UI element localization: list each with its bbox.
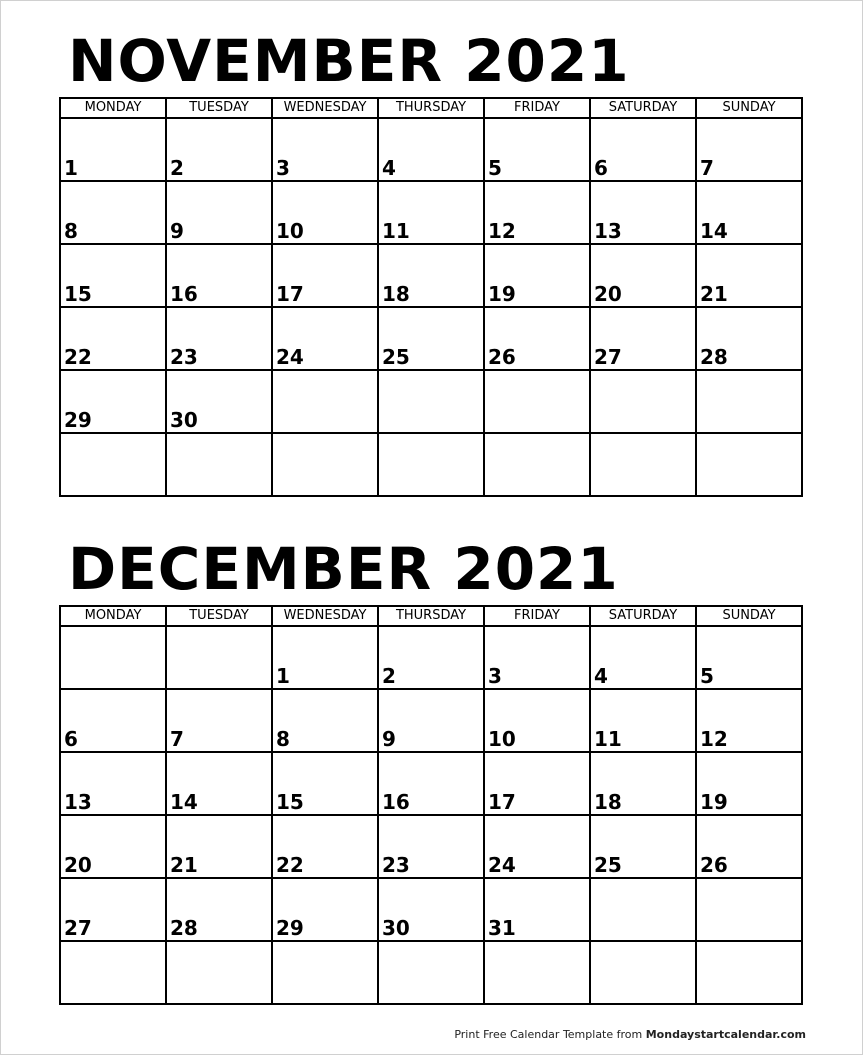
day-number: 6 <box>64 727 78 751</box>
day-number: 27 <box>64 916 92 940</box>
day-number: 25 <box>382 345 410 369</box>
day-number: 29 <box>276 916 304 940</box>
weekday-header: WEDNESDAY <box>272 606 378 626</box>
day-number: 2 <box>170 156 184 180</box>
day-number: 18 <box>594 790 622 814</box>
day-number: 14 <box>170 790 198 814</box>
day-cell <box>696 307 802 370</box>
day-cell <box>60 181 166 244</box>
day-number <box>591 410 695 432</box>
day-number: 12 <box>700 727 728 751</box>
day-number: 21 <box>170 853 198 877</box>
day-number: 5 <box>488 156 502 180</box>
day-number <box>273 410 377 432</box>
week-row <box>60 307 802 370</box>
day-number <box>167 981 271 1003</box>
day-cell <box>378 752 484 815</box>
day-cell <box>378 815 484 878</box>
day-cell <box>484 181 590 244</box>
day-number: 24 <box>488 853 516 877</box>
day-cell <box>272 689 378 752</box>
day-cell <box>272 626 378 689</box>
day-cell <box>166 689 272 752</box>
day-number <box>167 473 271 495</box>
day-cell <box>484 815 590 878</box>
day-number: 23 <box>382 853 410 877</box>
day-cell <box>166 752 272 815</box>
day-cell <box>60 689 166 752</box>
day-number <box>379 981 483 1003</box>
day-cell <box>166 433 272 496</box>
day-number: 20 <box>64 853 92 877</box>
footer-credit <box>454 1028 806 1041</box>
day-number <box>697 410 801 432</box>
day-number: 29 <box>64 408 92 432</box>
weekday-header: THURSDAY <box>378 98 484 118</box>
day-cell <box>484 626 590 689</box>
day-cell <box>60 626 166 689</box>
day-number: 31 <box>488 916 516 940</box>
day-cell <box>166 244 272 307</box>
day-cell <box>696 815 802 878</box>
day-number: 2 <box>382 664 396 688</box>
day-cell <box>166 941 272 1004</box>
day-number: 18 <box>382 282 410 306</box>
day-cell <box>696 878 802 941</box>
weekday-header: THURSDAY <box>378 606 484 626</box>
week-row <box>60 181 802 244</box>
day-cell <box>484 118 590 181</box>
day-cell <box>378 941 484 1004</box>
day-cell <box>166 878 272 941</box>
week-row <box>60 244 802 307</box>
day-number: 7 <box>700 156 714 180</box>
day-number <box>485 410 589 432</box>
day-cell <box>60 244 166 307</box>
day-number <box>485 473 589 495</box>
day-number: 14 <box>700 219 728 243</box>
day-cell <box>378 433 484 496</box>
day-number: 16 <box>170 282 198 306</box>
day-number: 4 <box>382 156 396 180</box>
week-row <box>60 433 802 496</box>
day-number: 9 <box>382 727 396 751</box>
day-number: 20 <box>594 282 622 306</box>
day-cell <box>166 626 272 689</box>
day-number: 25 <box>594 853 622 877</box>
day-cell <box>590 433 696 496</box>
day-cell <box>590 181 696 244</box>
day-number: 1 <box>64 156 78 180</box>
day-cell <box>696 118 802 181</box>
day-number: 15 <box>64 282 92 306</box>
weekday-header: WEDNESDAY <box>272 98 378 118</box>
day-number: 24 <box>276 345 304 369</box>
weekday-header: TUESDAY <box>166 98 272 118</box>
day-cell <box>272 433 378 496</box>
day-cell <box>590 244 696 307</box>
week-row <box>60 752 802 815</box>
day-cell <box>272 752 378 815</box>
day-number <box>61 666 165 688</box>
week-row <box>60 689 802 752</box>
day-number <box>379 410 483 432</box>
weekday-header: SUNDAY <box>696 606 802 626</box>
day-number: 7 <box>170 727 184 751</box>
day-cell <box>166 181 272 244</box>
day-number <box>697 981 801 1003</box>
day-cell <box>484 878 590 941</box>
day-cell <box>696 941 802 1004</box>
day-number: 22 <box>64 345 92 369</box>
day-number <box>273 981 377 1003</box>
day-number <box>697 473 801 495</box>
week-row <box>60 941 802 1004</box>
day-number: 11 <box>594 727 622 751</box>
day-cell <box>60 752 166 815</box>
day-cell <box>696 433 802 496</box>
day-cell <box>60 370 166 433</box>
day-cell <box>590 941 696 1004</box>
week-row <box>60 815 802 878</box>
day-cell <box>484 689 590 752</box>
day-number: 26 <box>488 345 516 369</box>
day-number <box>61 981 165 1003</box>
day-cell <box>696 752 802 815</box>
day-cell <box>378 244 484 307</box>
weekday-header: FRIDAY <box>484 98 590 118</box>
day-cell <box>696 181 802 244</box>
day-cell <box>272 941 378 1004</box>
day-number: 8 <box>64 219 78 243</box>
day-number <box>379 473 483 495</box>
day-number: 10 <box>488 727 516 751</box>
day-cell <box>378 878 484 941</box>
day-number <box>273 473 377 495</box>
day-number: 13 <box>64 790 92 814</box>
day-number <box>485 981 589 1003</box>
weekday-header: MONDAY <box>60 606 166 626</box>
day-number <box>61 473 165 495</box>
day-number: 17 <box>488 790 516 814</box>
day-number <box>591 473 695 495</box>
weekday-header: SATURDAY <box>590 98 696 118</box>
day-number: 13 <box>594 219 622 243</box>
day-number: 1 <box>276 664 290 688</box>
day-cell <box>166 118 272 181</box>
day-cell <box>272 370 378 433</box>
day-cell <box>590 118 696 181</box>
day-number: 19 <box>700 790 728 814</box>
day-cell <box>696 626 802 689</box>
weekday-header: SUNDAY <box>696 98 802 118</box>
calendar-grid-december <box>59 605 803 1005</box>
week-row <box>60 626 802 689</box>
day-number: 11 <box>382 219 410 243</box>
weekday-header: SATURDAY <box>590 606 696 626</box>
day-number: 23 <box>170 345 198 369</box>
day-number: 27 <box>594 345 622 369</box>
day-number <box>591 981 695 1003</box>
day-number: 15 <box>276 790 304 814</box>
day-cell <box>272 307 378 370</box>
weekday-header: TUESDAY <box>166 606 272 626</box>
day-cell <box>696 244 802 307</box>
footer-text: Print Free Calendar Template from <box>454 1028 643 1041</box>
day-cell <box>484 752 590 815</box>
day-cell <box>378 307 484 370</box>
day-cell <box>484 370 590 433</box>
day-cell <box>60 118 166 181</box>
day-number: 16 <box>382 790 410 814</box>
day-cell <box>166 815 272 878</box>
weekday-header-row <box>60 606 802 626</box>
day-cell <box>590 370 696 433</box>
day-cell <box>60 307 166 370</box>
day-number: 17 <box>276 282 304 306</box>
day-cell <box>60 878 166 941</box>
day-cell <box>484 244 590 307</box>
day-number: 9 <box>170 219 184 243</box>
day-cell <box>60 941 166 1004</box>
day-cell <box>484 433 590 496</box>
week-row <box>60 878 802 941</box>
day-number: 5 <box>700 664 714 688</box>
day-cell <box>60 815 166 878</box>
day-cell <box>484 307 590 370</box>
day-cell <box>696 689 802 752</box>
week-row <box>60 118 802 181</box>
day-number: 30 <box>170 408 198 432</box>
day-cell <box>696 370 802 433</box>
day-number: 28 <box>700 345 728 369</box>
footer-site-link[interactable]: Mondaystartcalendar.com <box>645 1028 806 1041</box>
day-number: 28 <box>170 916 198 940</box>
calendar-grid-november <box>59 97 803 497</box>
day-number: 3 <box>488 664 502 688</box>
day-cell <box>272 244 378 307</box>
day-cell <box>378 370 484 433</box>
day-cell <box>378 181 484 244</box>
day-cell <box>272 181 378 244</box>
day-cell <box>60 433 166 496</box>
weekday-header-row <box>60 98 802 118</box>
week-row <box>60 370 802 433</box>
day-cell <box>272 118 378 181</box>
day-cell <box>590 752 696 815</box>
day-number <box>697 918 801 940</box>
day-cell <box>590 626 696 689</box>
day-number: 19 <box>488 282 516 306</box>
day-cell <box>590 878 696 941</box>
day-number: 6 <box>594 156 608 180</box>
day-cell <box>166 370 272 433</box>
day-cell <box>378 689 484 752</box>
day-cell <box>272 878 378 941</box>
day-cell <box>272 815 378 878</box>
day-number: 10 <box>276 219 304 243</box>
day-number: 4 <box>594 664 608 688</box>
day-number: 21 <box>700 282 728 306</box>
day-number: 26 <box>700 853 728 877</box>
day-number: 12 <box>488 219 516 243</box>
day-number: 22 <box>276 853 304 877</box>
day-number <box>591 918 695 940</box>
day-cell <box>590 307 696 370</box>
day-cell <box>378 626 484 689</box>
day-cell <box>590 689 696 752</box>
day-cell <box>166 307 272 370</box>
day-number <box>167 666 271 688</box>
weekday-header: MONDAY <box>60 98 166 118</box>
month-title-november: NOVEMBER 2021 <box>68 27 630 95</box>
weekday-header: FRIDAY <box>484 606 590 626</box>
day-number: 30 <box>382 916 410 940</box>
day-cell <box>590 815 696 878</box>
day-cell <box>378 118 484 181</box>
month-title-december: DECEMBER 2021 <box>68 535 619 603</box>
day-number: 3 <box>276 156 290 180</box>
day-number: 8 <box>276 727 290 751</box>
day-cell <box>484 941 590 1004</box>
